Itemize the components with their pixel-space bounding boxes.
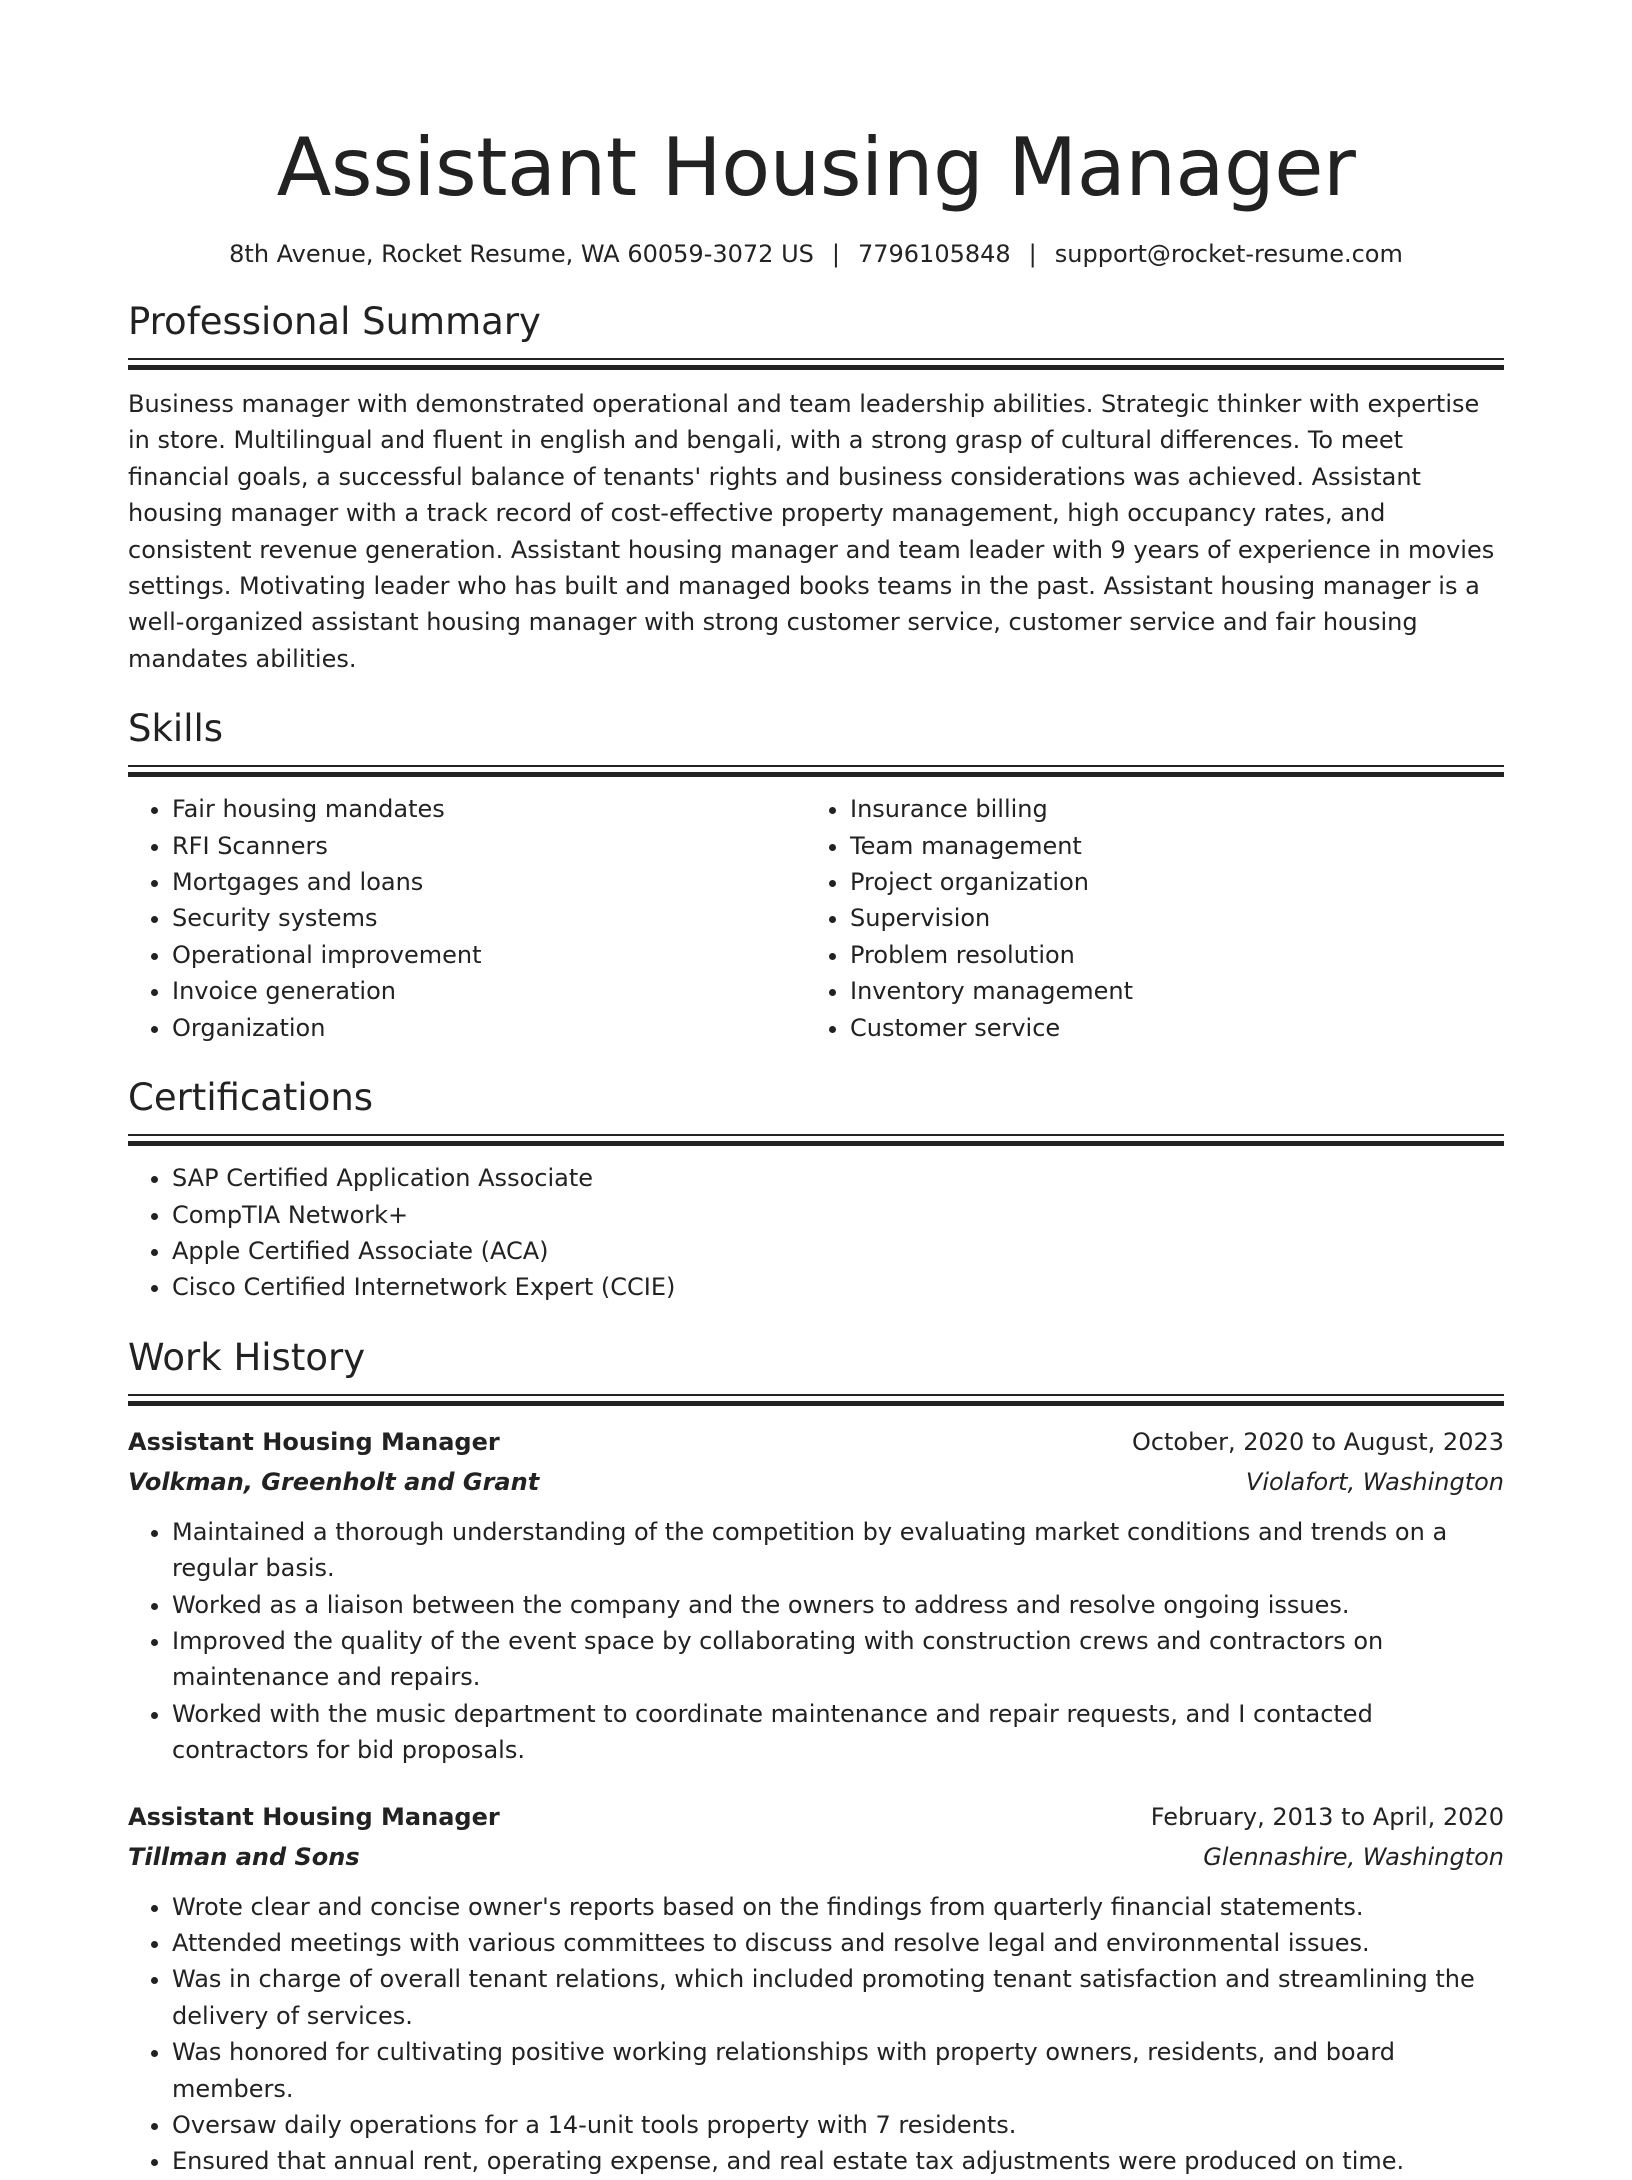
job-bullet: • Improved the quality of the event space by collaborating with construction crews and contractors on maintenance and repairs.	[172, 1623, 1504, 1696]
certification-item: • CompTIA Network+	[172, 1197, 1504, 1233]
skill-item: • Team management	[850, 828, 1484, 864]
contact-line	[128, 238, 1504, 270]
contact-address: 8th Avenue, Rocket Resume, WA 60059-3072 US	[229, 240, 814, 268]
skill-item: • Insurance billing	[850, 791, 1484, 827]
job-bullet: • Oversaw daily operations for a 14-unit tools property with 7 residents.	[172, 2107, 1504, 2143]
job-bullet: • Was honored for cultivating positive working relationships with property owners, residents, and board members.	[172, 2034, 1504, 2107]
job-dates: October, 2020 to August, 2023	[1131, 1427, 1504, 1456]
contact-separator: |	[1028, 240, 1037, 268]
certifications-section	[128, 1076, 1504, 1306]
skill-item: • Project organization	[850, 864, 1484, 900]
skills-heading: Skills	[128, 707, 224, 751]
job-bullet: • Was in charge of overall tenant relations, which included promoting tenant satisfaction and streamlining the delivery of services.	[172, 1961, 1504, 2034]
work-history-section	[128, 1336, 1504, 2180]
work-history-heading: Work History	[128, 1335, 366, 1379]
job-dates: February, 2013 to April, 2020	[1150, 1802, 1504, 1831]
certification-item: • Apple Certified Associate (ACA)	[172, 1233, 1504, 1269]
section-divider	[128, 1394, 1504, 1406]
skill-item: • Customer service	[850, 1010, 1484, 1046]
job-bullets	[128, 1514, 1504, 1769]
job-bullet: • Attended meetings with various committees to discuss and resolve legal and environmental issues.	[172, 1925, 1504, 1961]
skills-columns	[128, 791, 1504, 1046]
skill-item: • Fair housing mandates	[172, 791, 806, 827]
contact-separator: |	[831, 240, 840, 268]
job-location: Violafort, Washington	[1245, 1467, 1504, 1496]
skill-item: • Security systems	[172, 900, 806, 936]
section-divider	[128, 358, 1504, 370]
job-bullets	[128, 1889, 1504, 2180]
job-title-row	[128, 1797, 1504, 1837]
job-title: Assistant Housing Manager	[128, 1427, 500, 1456]
skills-list-right	[806, 791, 1484, 1046]
job-bullet: • Maintained a thorough understanding of the competition by evaluating market conditions and trends on a regular basis.	[172, 1514, 1504, 1587]
job-company: Tillman and Sons	[128, 1842, 360, 1871]
skill-item: • Supervision	[850, 900, 1484, 936]
job-title: Assistant Housing Manager	[128, 1802, 500, 1831]
job-bullet: • Ensured that annual rent, operating expense, and real estate tax adjustments were produced on time.	[172, 2143, 1504, 2179]
contact-email: support@rocket-resume.com	[1054, 240, 1403, 268]
skill-item: • Inventory management	[850, 973, 1484, 1009]
job-company-row	[128, 1837, 1504, 1877]
job-bullet: • Wrote clear and concise owner's reports based on the findings from quarterly financial statements.	[172, 1889, 1504, 1925]
skill-item: • Problem resolution	[850, 937, 1484, 973]
skill-item: • Mortgages and loans	[172, 864, 806, 900]
skill-item: • RFI Scanners	[172, 828, 806, 864]
job-bullet: • Worked as a liaison between the company and the owners to address and resolve ongoing issues.	[172, 1587, 1504, 1623]
job-title-row	[128, 1422, 1504, 1462]
resume-page	[128, 0, 1504, 2180]
contact-phone: 7796105848	[857, 240, 1011, 268]
certification-item: • Cisco Certified Internetwork Expert (CCIE)	[172, 1269, 1504, 1305]
skills-section	[128, 707, 1504, 1046]
job-company-row	[128, 1462, 1504, 1502]
certifications-heading: Certifications	[128, 1076, 374, 1120]
job-entry	[128, 1422, 1504, 1769]
skill-item: • Organization	[172, 1010, 806, 1046]
job-location: Glennashire, Washington	[1203, 1842, 1504, 1871]
summary-text: Business manager with demonstrated operational and team leadership abilities. Strategic thinker with expertise in store. Multilingual and fluent in english and bengali, with a strong grasp of cultural differences. To meet financial goals, a successful balance of tenants' rights and business considerations was achieved. Assistant housing manager with a track record of cost-effective property management, high occupancy rates, and consistent revenue generation. Assistant housing manager and team leader with 9 years of experience in movies settings. Motivating leader who has built and managed books teams in the past. Assistant housing manager is a well-organized assistant housing manager with strong customer service, customer service and fair housing mandates abilities.	[128, 390, 1495, 673]
job-entry	[128, 1797, 1504, 2180]
job-bullet: • Worked with the music department to coordinate maintenance and repair requests, and I contacted contractors for bid proposals.	[172, 1696, 1504, 1769]
summary-section	[128, 300, 1504, 677]
certification-item: • SAP Certified Application Associate	[172, 1160, 1504, 1196]
section-divider	[128, 1134, 1504, 1146]
skill-item: • Operational improvement	[172, 937, 806, 973]
skill-item: • Invoice generation	[172, 973, 806, 1009]
certifications-list	[128, 1160, 1504, 1306]
section-divider	[128, 765, 1504, 777]
skills-list-left	[128, 791, 806, 1046]
job-company: Volkman, Greenholt and Grant	[128, 1467, 540, 1496]
summary-heading: Professional Summary	[128, 300, 541, 343]
resume-name: Assistant Housing Manager	[276, 121, 1356, 214]
